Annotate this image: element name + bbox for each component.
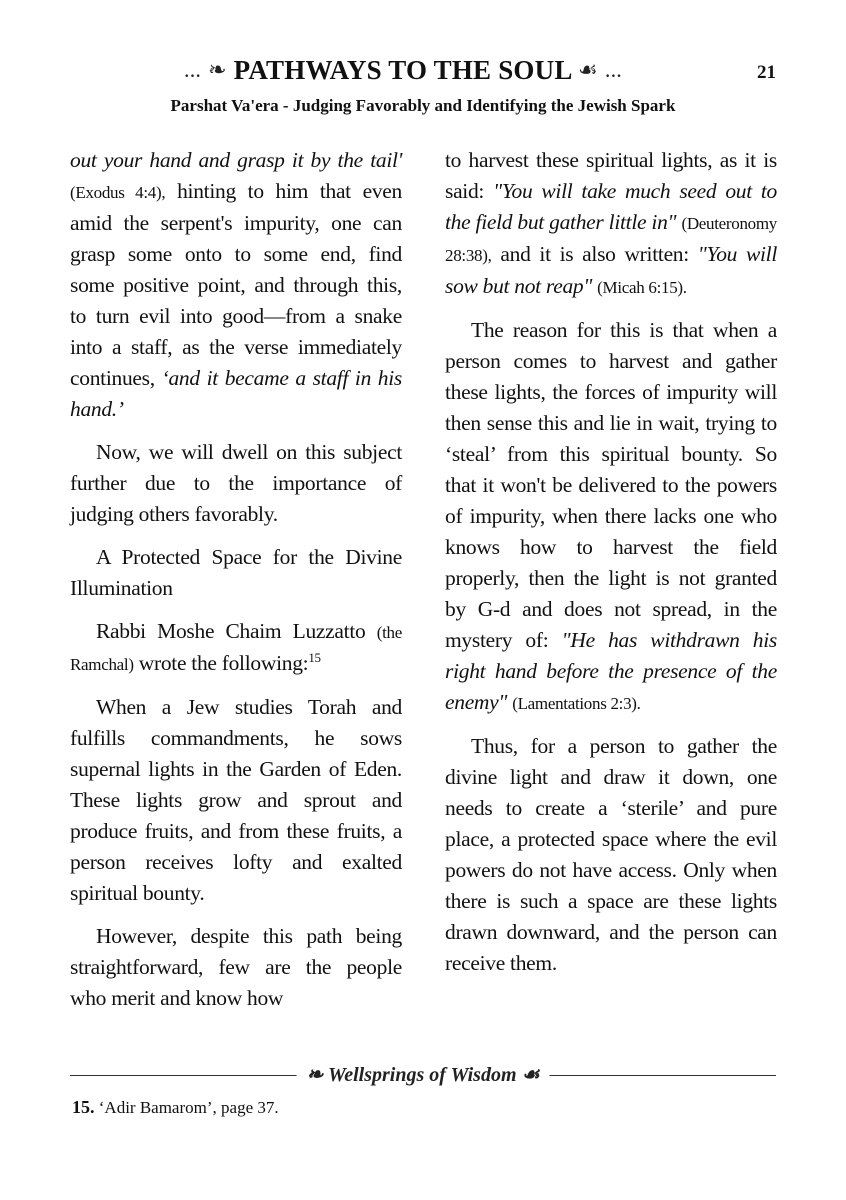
page-number: 21 xyxy=(757,62,776,83)
footnote-marker: 15 xyxy=(308,649,321,665)
ornament-text: Wellsprings of Wisdom xyxy=(327,1064,517,1086)
quote-text: ‘and it became a staff in his hand.’ xyxy=(70,366,402,421)
footnote xyxy=(72,1097,279,1118)
paragraph xyxy=(445,315,777,719)
quote-text: out your hand and grasp it by the tail' xyxy=(70,148,402,172)
scroll-ornament-icon: ❧ xyxy=(306,1064,324,1086)
right-ornament-icon: ... xyxy=(604,57,622,82)
scroll-ornament-icon: ❧ xyxy=(208,57,227,82)
citation: (the Ramchal) xyxy=(70,623,402,674)
paragraph: Now, we will dwell on this subject further due to the importance of judging others favorably. xyxy=(70,440,402,526)
left-column xyxy=(70,145,402,1026)
body-text: wrote the following: xyxy=(138,651,309,675)
paragraph xyxy=(445,145,777,303)
citation: (Exodus 4:4), xyxy=(70,183,166,202)
body-text: and it is also written: xyxy=(500,242,689,266)
paragraph: When a Jew studies Torah and fulfills commandments, he sows supernal lights in the Garden of Eden. These lights grow and sprout and produce fruits, and from these fruits, a person receives lofty and exalted spiritual bounty. xyxy=(70,695,402,905)
scroll-ornament-icon: ☙ xyxy=(521,1064,540,1086)
right-column xyxy=(445,145,777,991)
citation: (Lamentations 2:3). xyxy=(512,694,641,713)
quote-text: "You will take much seed out to the field but gather little in" xyxy=(445,179,777,234)
left-ornament-icon: ... xyxy=(184,57,202,82)
quote-text: "He has withdrawn his right hand before the presence of the enemy" xyxy=(445,628,778,714)
quote-text: "You will sow but not reap" xyxy=(445,242,778,298)
body-text: to harvest these spiritual lights, as it is said: xyxy=(445,148,777,203)
paragraph: Thus, for a person to gather the divine light and draw it down, one needs to create a ‘sterile’ and pure place, a protected space where the evil powers do not have access. Only when there is such a space are these lights drawn downward, and the person can receive them. xyxy=(445,734,777,975)
running-title xyxy=(70,52,736,88)
footer-ornament xyxy=(70,1063,776,1089)
footer-ornament-label xyxy=(297,1063,550,1087)
book-title: PATHWAYS TO THE SOUL xyxy=(233,55,572,85)
paragraph xyxy=(70,616,402,680)
scroll-ornament-icon: ☙ xyxy=(578,57,598,82)
footnote-number: 15. xyxy=(72,1097,95,1117)
body-text: The reason for this is that when a person comes to harvest and gather these lights, the forces of impurity will then sense this and lie in wait, trying to ‘steal’ from this spiritual bounty. So that it won't be delivered to the powers of impurity, when there lacks one who knows how to harvest the field properly, then the light is not granted by G-d and does not spread, in the mystery of: xyxy=(445,318,777,652)
chapter-subtitle: Parshat Va'era - Judging Favorably and Identifying the Jewish Spark xyxy=(170,96,676,115)
body-text: Rabbi Moshe Chaim Luzzatto xyxy=(96,619,366,643)
paragraph xyxy=(70,145,402,425)
citation: (Micah 6:15). xyxy=(597,278,687,297)
body-text: hinting to him that even amid the serpent's impurity, one can grasp some onto to some end, find some positive point, and through this, to turn evil into good—from a snake into a staff, as the verse immediately continues, xyxy=(70,179,402,390)
paragraph: However, despite this path being straightforward, few are the people who merit and know how xyxy=(70,924,402,1010)
footnote-text: ‘Adir Bamarom’, page 37. xyxy=(98,1098,279,1117)
page-header xyxy=(70,52,776,92)
section-heading: A Protected Space for the Divine Illumination xyxy=(70,545,402,600)
citation: (Deuteronomy 28:38), xyxy=(445,214,777,265)
